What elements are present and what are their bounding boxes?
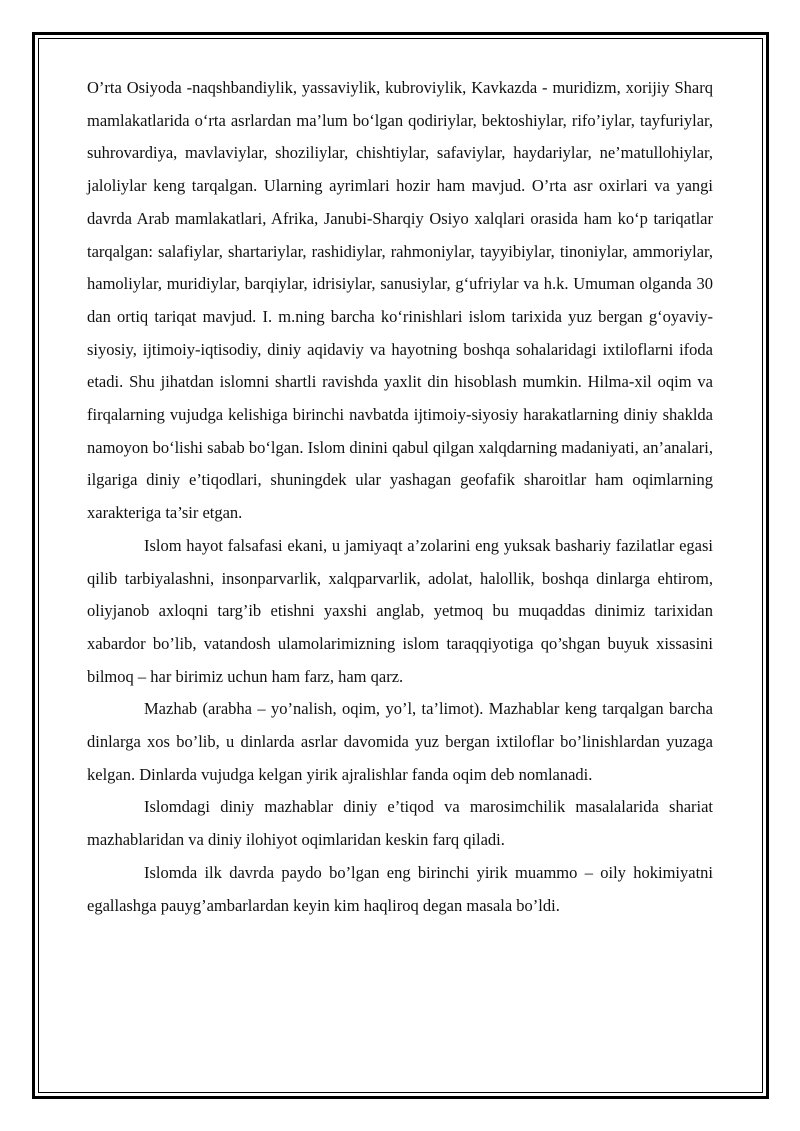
document-body	[87, 72, 713, 922]
paragraph-diniy-mazhablar: Islomdagi diniy mazhablar diniy e’tiqod va marosimchilik masalalarida shariat mazhablaridan va diniy ilohiyot oqimlaridan keskin farq qiladi.	[87, 797, 713, 850]
paragraph-ilk-muammo: Islomda ilk davrda paydo bo’lgan eng birinchi yirik muammo – oily hokimiyatni egallashga pauyg’ambarlardan keyin kim haqliroq degan masala bo’ldi.	[87, 862, 713, 915]
paragraph-tariqatlar: O’rta Osiyoda -naqshbandiylik, yassaviylik, kubroviylik, Kavkazda - muridizm, xorijiy Sharq mamlakatlarida o‘rta asrlardan ma’lum bo‘lgan qodiriylar, bektoshiylar, rifo’iylar, tayfuriylar, suhrovardiya, mavlaviylar, shoziliylar, chishtiylar, safaviylar, haydariylar, ne’matullohiylar, jaloliylar keng tarqalgan. Ularning ayrimlari hozir ham mavjud. O’rta asr oxirlari va yangi davrda Arab mamlakatlari, Afrika, Janubi-Sharqiy Osiyo xalqlari orasida ham ko‘p tariqatlar tarqalgan: salafiylar, shartariylar, rashidiylar, rahmoniylar, tayyibiylar, tinoniylar, ammoriylar, hamoliylar, muridiylar, barqiylar, idrisiylar, sanusiylar, g‘ufriylar va h.k. Umuman olganda 30 dan ortiq tariqat mavjud. I. m.ning barcha ko‘rinishlari islom tarixida yuz bergan g‘oyaviy-siyosiy, ijtimoiy-iqtisodiy, diniy aqidaviy va hayotning boshqa sohalaridagi ixtiloflarni ifoda etadi. Shu jihatdan islomni shartli ravishda yaxlit din hisoblash mumkin. Hilma-xil oqim va firqalarning vujudga kelishiga birinchi navbatda ijtimoiy-siyosiy harakatlarning diniy shaklda namoyon bo‘lishi sabab bo‘lgan. Islom dinini qabul qilgan xalqdarning madaniyati, an’analari, ilgariga diniy e’tiqodlari, shuningdek ular yashagan geofafik sharoitlar ham oqimlarning xarakteriga ta’sir etgan.	[87, 78, 713, 523]
paragraph-mazhab-definition: Mazhab (arabha – yo’nalish, oqim, yo’l, ta’limot). Mazhablar keng tarqalgan barcha dinlarga xos bo’lib, u dinlarda asrlar davomida yuz bergan ixtiloflar bo’linishlardan yuzaga kelgan. Dinlarda vujudga kelgan yirik ajralishlar fanda oqim deb nomlanadi.	[87, 699, 713, 784]
paragraph-islom-hayot-falsafasi: Islom hayot falsafasi ekani, u jamiyaqt a’zolarini eng yuksak bashariy fazilatlar egasi qilib tarbiyalashni, insonparvarlik, xalqparvarlik, adolat, halollik, boshqa dinlarga ehtirom, oliyjanob axloqni targ’ib etishni yaxshi anglab, yetmoq bu muqaddas dinimiz tarixidan xabardor bo’lib, vatandosh ulamolarimizning islom taraqqiyotiga qo’shgan buyuk xissasini bilmoq – har birimiz uchun ham farz, ham qarz.	[87, 535, 713, 686]
